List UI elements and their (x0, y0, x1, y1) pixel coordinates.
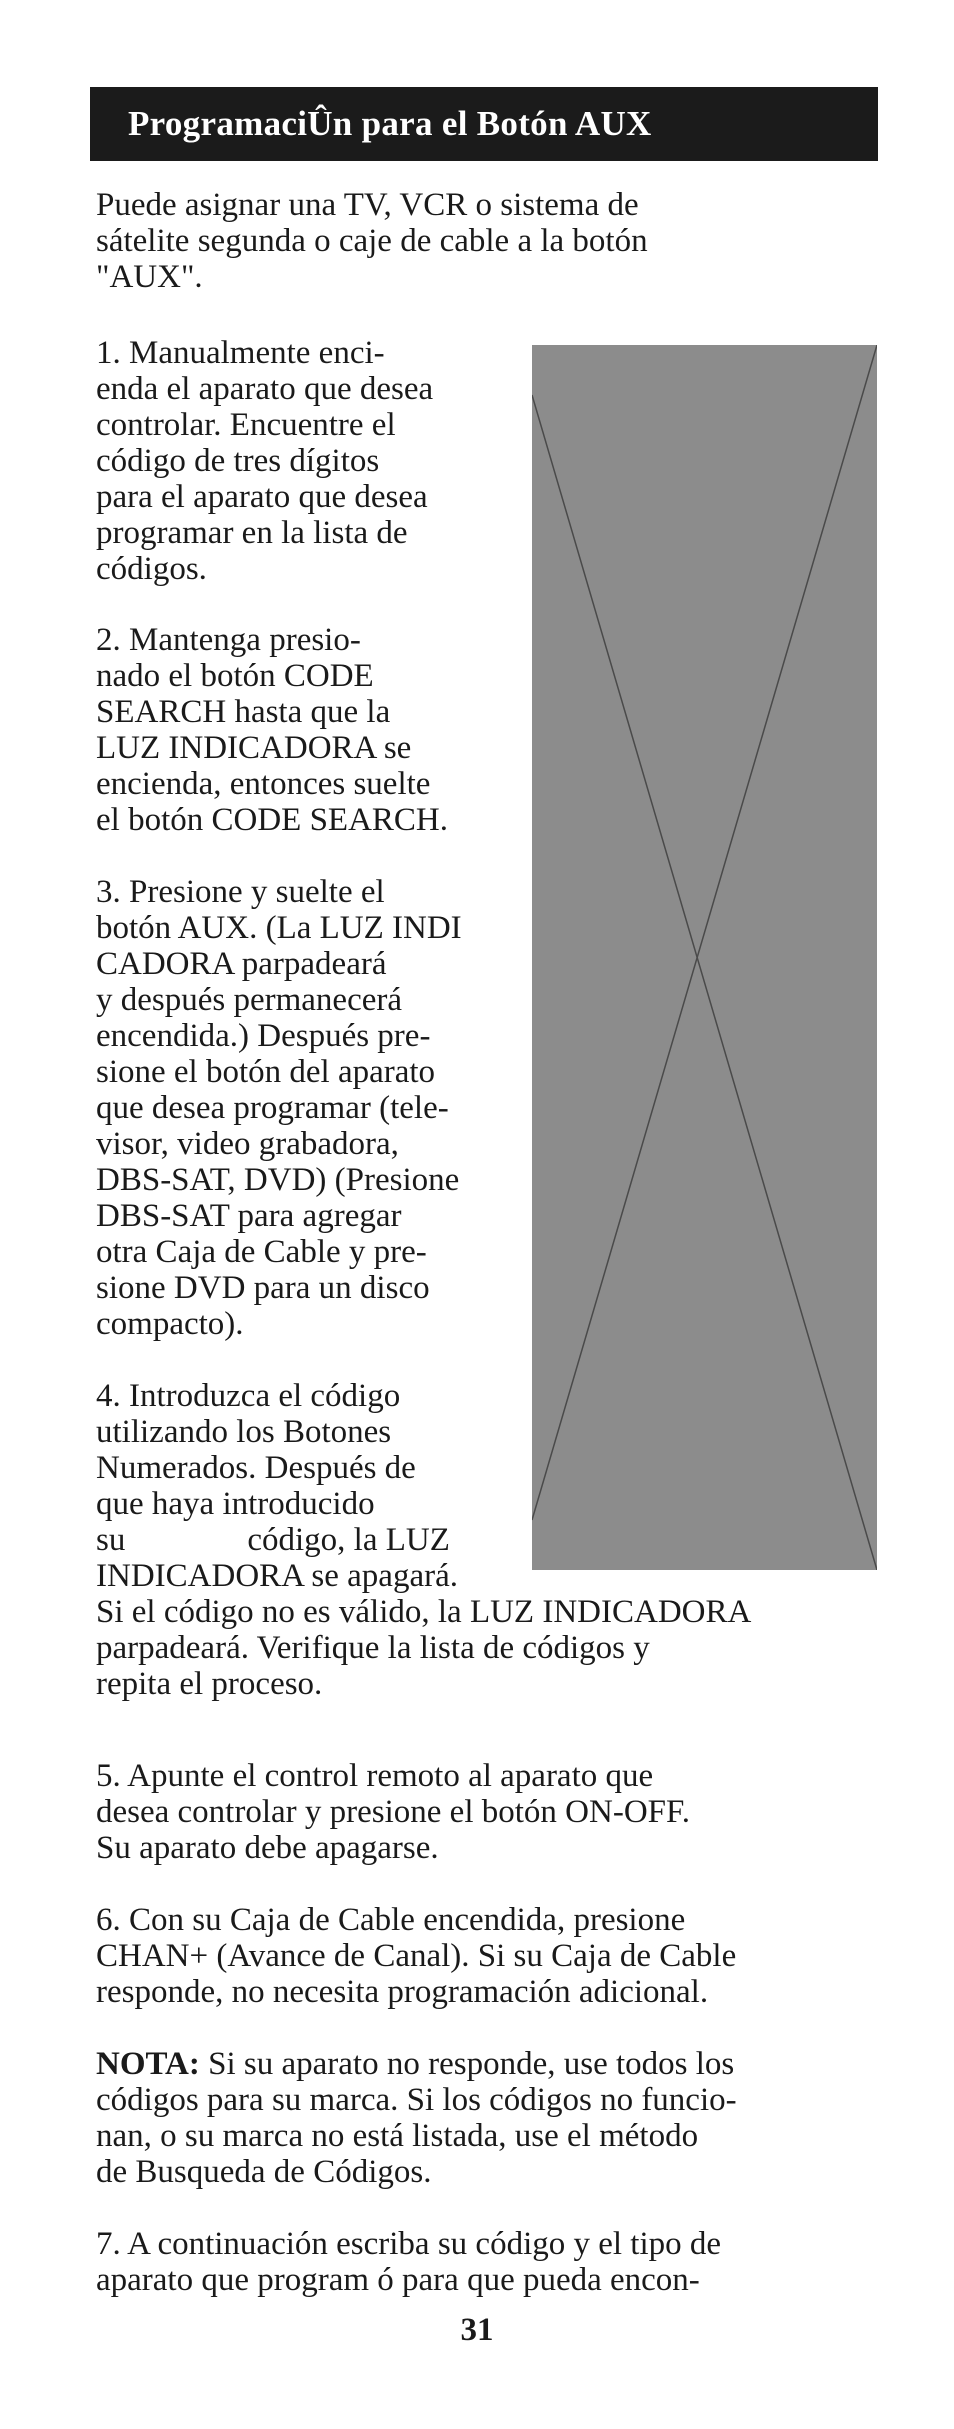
text-line (96, 2046, 896, 2082)
text-fragment: su (96, 1522, 126, 1558)
step-7-paragraph (96, 2226, 896, 2298)
step-5-paragraph (96, 1758, 896, 1866)
placeholder-cross-icon (532, 345, 877, 1570)
section-header (90, 87, 878, 161)
text-line: encienda, entonces suelte (96, 766, 431, 802)
text-line: que haya introducido (96, 1486, 375, 1522)
text-line: 7. A continuación escriba su código y el tipo de (96, 2226, 722, 2262)
text-line: SEARCH hasta que la (96, 694, 391, 730)
text-line: 2. Mantenga presio- (96, 622, 361, 658)
text-line: sione DVD para un disco (96, 1270, 430, 1306)
text-line: código de tres dígitos (96, 443, 380, 479)
section-title: ProgramaciÛn para el Botón AUX (128, 104, 652, 143)
step-2-paragraph (96, 622, 536, 838)
text-line: DBS-SAT, DVD) (Presione (96, 1162, 460, 1198)
text-line: el botón CODE SEARCH. (96, 802, 449, 838)
text-line: códigos para su marca. Si los códigos no funcio- (96, 2082, 737, 2118)
text-line: 3. Presione y suelte el (96, 874, 385, 910)
text-line: 4. Introduzca el código (96, 1378, 401, 1414)
note-label: NOTA: (96, 2046, 200, 2082)
text-line: "AUX". (96, 259, 203, 295)
text-fragment: Si su aparato no responde, use todos los (199, 2046, 735, 2082)
text-line: de Busqueda de Códigos. (96, 2154, 432, 2190)
text-line: para el aparato que desea (96, 479, 428, 515)
text-line: visor, video grabadora, (96, 1126, 399, 1162)
step-6-paragraph (96, 1902, 896, 2010)
text-fragment: código, la LUZ (247, 1522, 450, 1558)
text-line: responde, no necesita programación adicional. (96, 1974, 709, 2010)
text-line: enda el aparato que desea (96, 371, 434, 407)
text-line: controlar. Encuentre el (96, 407, 396, 443)
text-line: Numerados. Después de (96, 1450, 416, 1486)
text-line: nado el botón CODE (96, 658, 374, 694)
text-line: 6. Con su Caja de Cable encendida, presione (96, 1902, 686, 1938)
text-line: sátelite segunda o caje de cable a la botón (96, 223, 648, 259)
step-1-paragraph (96, 335, 536, 587)
intro-paragraph (96, 187, 896, 295)
note-paragraph (96, 2046, 896, 2190)
page-number: 31 (460, 2312, 494, 2348)
text-line: nan, o su marca no está listada, use el método (96, 2118, 699, 2154)
image-placeholder (532, 345, 877, 1570)
text-line: LUZ INDICADORA se (96, 730, 412, 766)
text-line: desea controlar y presione el botón ON-OFF. (96, 1794, 690, 1830)
text-line: Puede asignar una TV, VCR o sistema de (96, 187, 639, 223)
text-line: 5. Apunte el control remoto al aparato que (96, 1758, 654, 1794)
text-line: botón AUX. (La LUZ INDI (96, 910, 462, 946)
text-line: que desea programar (tele- (96, 1090, 449, 1126)
text-line: utilizando los Botones (96, 1414, 392, 1450)
text-line: DBS-SAT para agregar (96, 1198, 402, 1234)
text-line: encendida.) Después pre- (96, 1018, 431, 1054)
text-line: códigos. (96, 551, 207, 587)
text-line: Su aparato debe apagarse. (96, 1830, 439, 1866)
text-line: INDICADORA se apagará. (96, 1558, 458, 1594)
step-3-paragraph (96, 874, 536, 1342)
text-line: repita el proceso. (96, 1666, 323, 1702)
text-line: aparato que program ó para que pueda encon- (96, 2262, 700, 2298)
text-line: otra Caja de Cable y pre- (96, 1234, 427, 1270)
text-line: y después permanecerá (96, 982, 403, 1018)
text-line: parpadeará. Verifique la lista de códigos y (96, 1630, 650, 1666)
text-line: CADORA parpadeará (96, 946, 387, 982)
text-line: Si el código no es válido, la LUZ INDICADORA (96, 1594, 752, 1630)
text-line: compacto). (96, 1306, 244, 1342)
text-line: 1. Manualmente enci- (96, 335, 385, 371)
text-line: sione el botón del aparato (96, 1054, 436, 1090)
text-line: programar en la lista de (96, 515, 408, 551)
text-line: CHAN+ (Avance de Canal). Si su Caja de Cable (96, 1938, 737, 1974)
